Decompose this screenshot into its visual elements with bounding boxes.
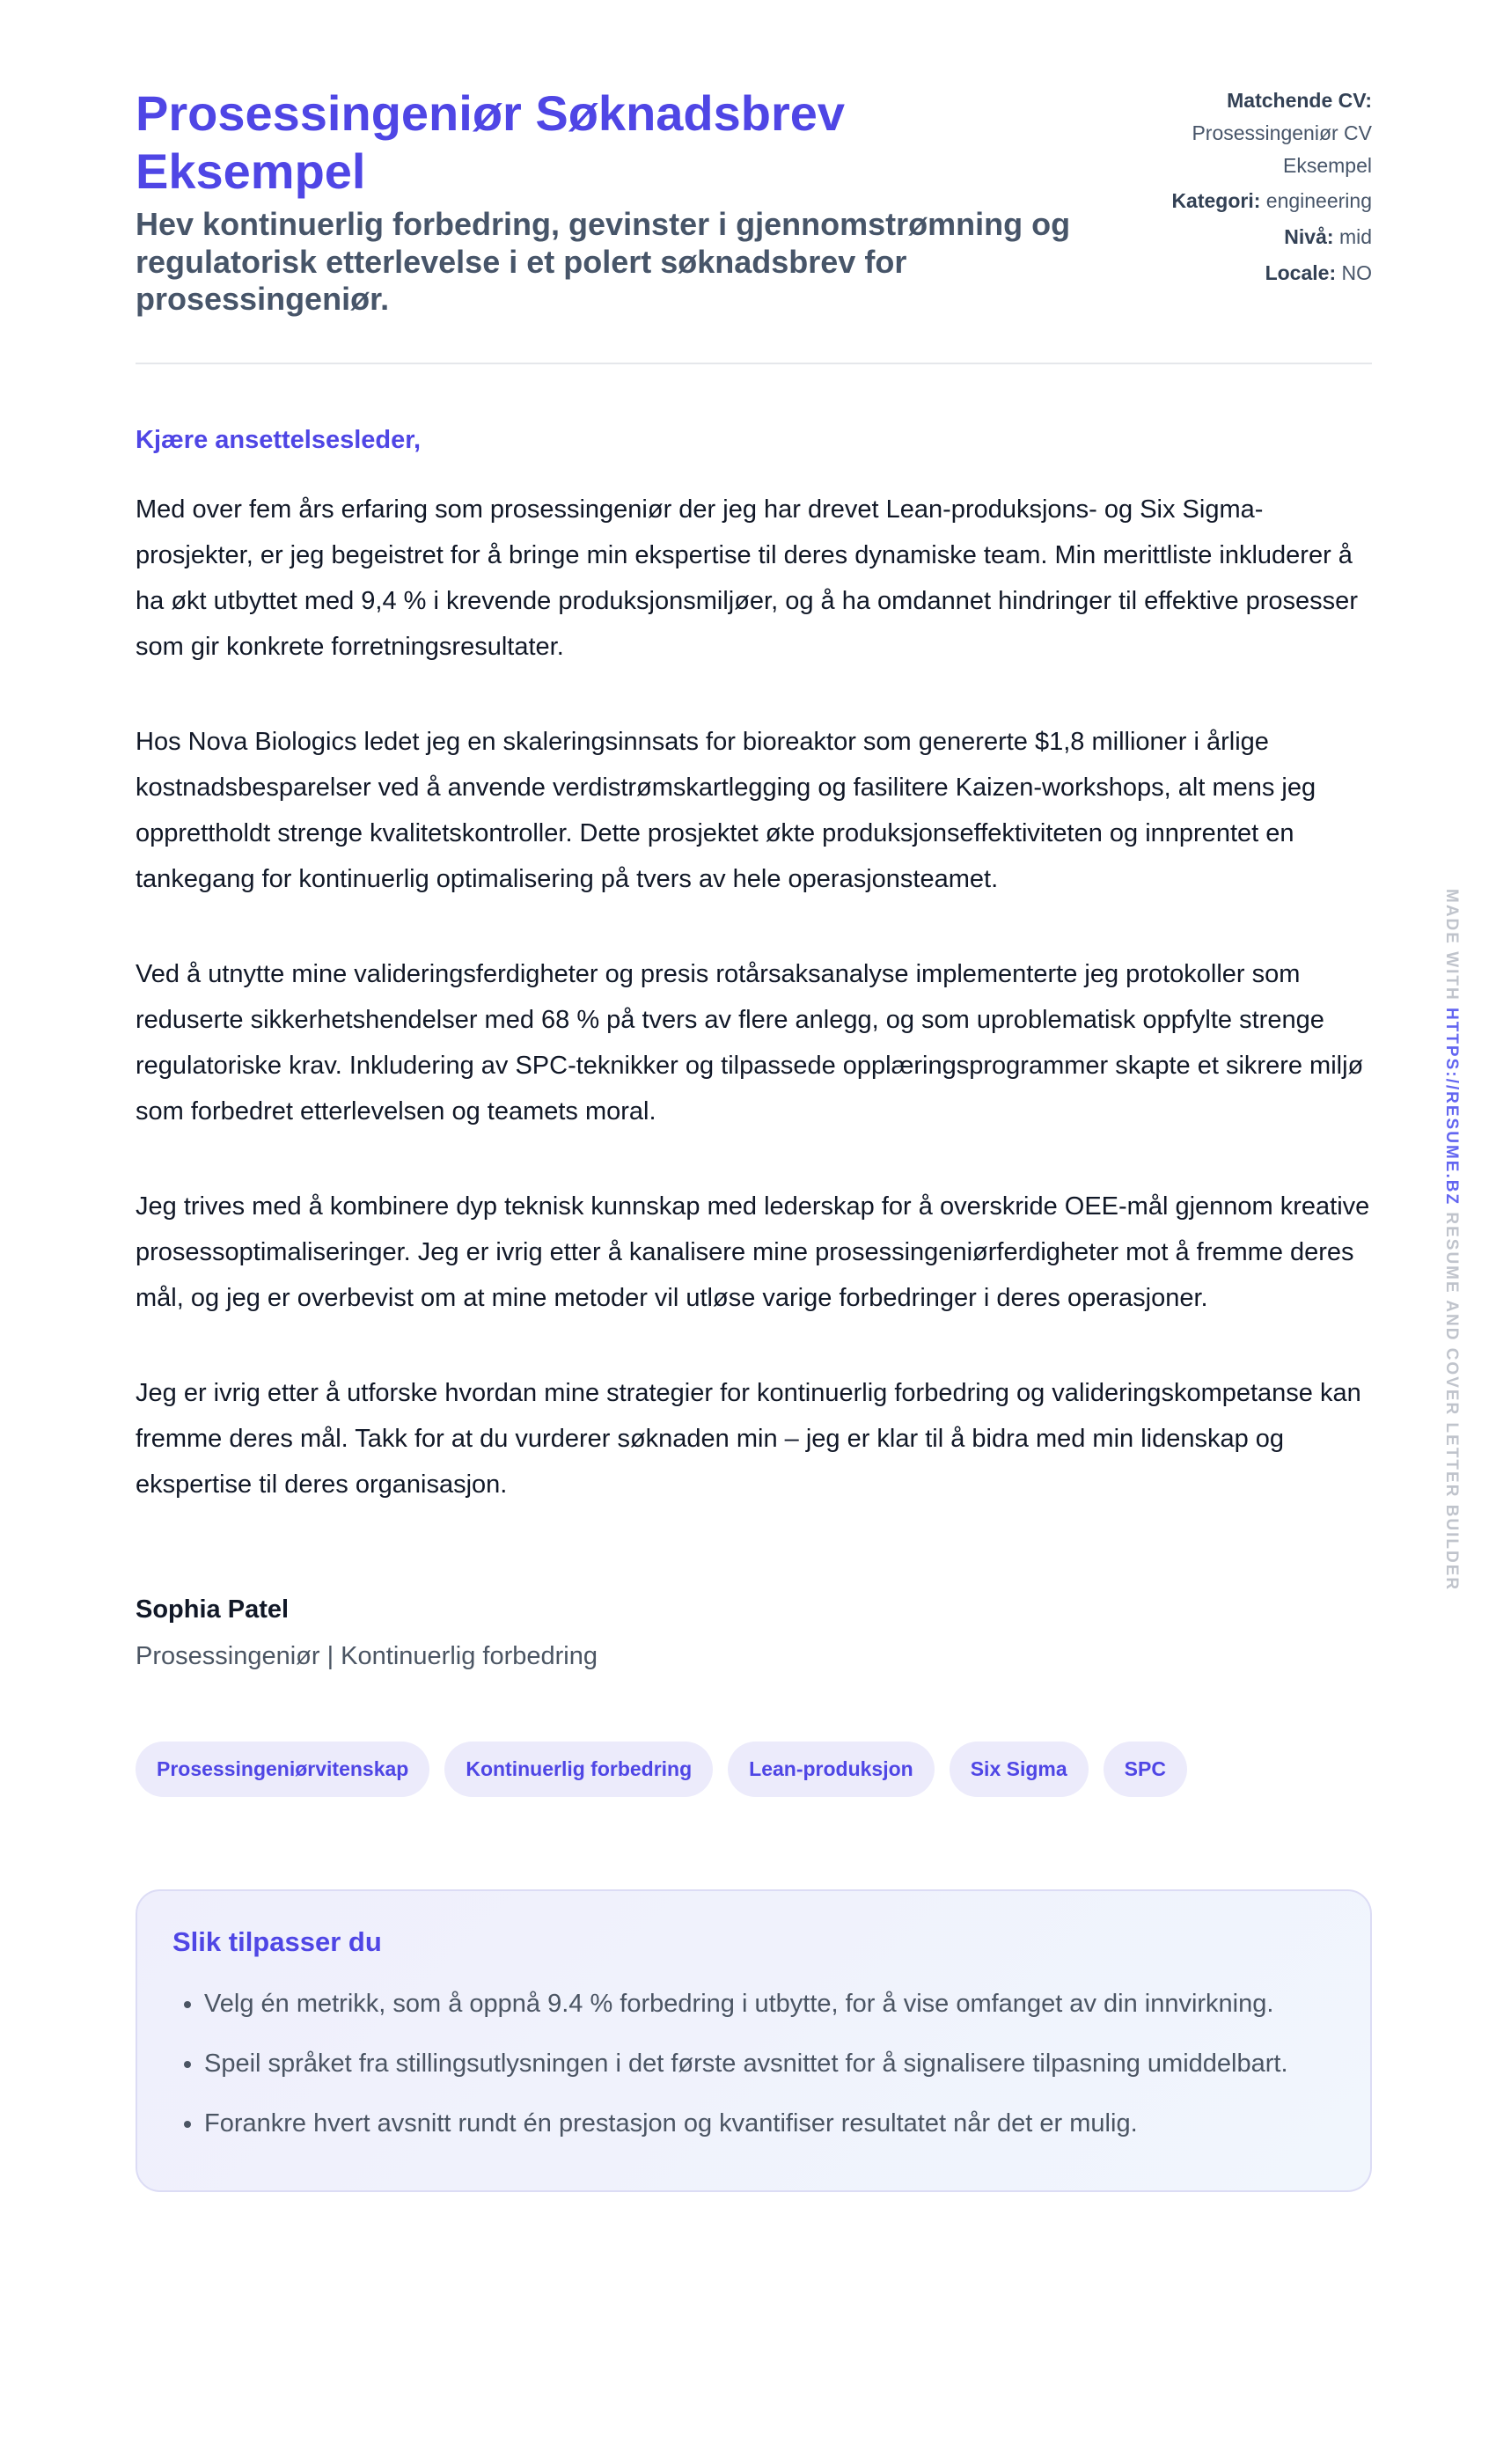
letter-paragraph: Hos Nova Biologics ledet jeg en skaleringsinnsats for bioreaktor som genererte $1,8 millioner i årlige kostnadsbesparelser ved å anvende verdistrømskartlegging og fasilitere Kaizen-workshops, alt mens jeg opprettholdt strenge kvalitetskontroller. Dette prosjektet økte produksjonseffektiviteten og innprentet en tankegang for kontinuerlig optimalisering på tvers av hele operasjonsteamet. <box>136 727 1316 893</box>
cover-letter-page <box>136 0 1372 2192</box>
letter-paragraph: Med over fem års erfaring som prosessingeniør der jeg har drevet Lean-produksjons- og Six Sigma-prosjekter, er jeg begeistret for å bringe min ekspertise til deres dynamiske team. Min merittliste inkluderer å ha økt utbyttet med 9,4 % i krevende produksjonsmiljøer, og å ha omdannet hindringer til effektive prosesser som gir konkrete forretningsresultater. <box>136 495 1358 661</box>
locale-value: NO <box>1341 260 1372 284</box>
letter-paragraph: Ved å utnytte mine valideringsferdigheter og presis rotårsaksanalyse implementerte jeg protokoller som reduserte sikkerhetshendelser med 68 % på tvers av flere anlegg, og som uproblematisk oppfylte strenge regulatoriske krav. Inkludering av SPC-teknikker og tilpassede opplæringsprogrammer skapte et sikrere miljø som forbedret etterlevelsen og teamets moral. <box>136 959 1364 1126</box>
category-value: engineering <box>1265 189 1372 213</box>
page-title: Prosessingeniør Søknadsbrev Eksempel <box>136 85 846 200</box>
cv-link[interactable]: Prosessingeniør CV Eksempel <box>1192 121 1372 177</box>
level-label: Nivå: <box>1284 225 1334 249</box>
tag: SPC <box>1104 1742 1187 1797</box>
letter-paragraph: Jeg trives med å kombinere dyp teknisk kunnskap med lederskap for å overskride OEE-mål gjennom kreative prosessoptimaliseringer. Jeg er ivrig etter å kanalisere mine prosessingeniørferdigheter mot å fremme deres mål, og jeg er overbevist om at mine metoder vil utløse varige forbedringer i deres operasjoner. <box>136 1192 1370 1312</box>
tag: Lean-produksjon <box>728 1742 935 1797</box>
meta-panel <box>1121 84 1372 319</box>
category-label: Kategori: <box>1171 189 1261 213</box>
signature-title: Prosessingeniør | Kontinuerlig forbedring <box>136 1641 598 1670</box>
tag: Six Sigma <box>950 1742 1089 1797</box>
header <box>136 0 1372 364</box>
tip-item: • Speil språket fra stillingsutlysningen i det første avsnittet for å signalisere tilpasning umiddelbart. <box>204 2041 1335 2086</box>
tag-list <box>136 1742 1372 1797</box>
tag: Prosessingeniørvitenskap <box>136 1742 429 1797</box>
tips-list <box>172 1981 1335 2146</box>
cv-label: Matchende CV: <box>1227 89 1372 112</box>
watermark-prefix: MADE WITH <box>1442 889 1461 1001</box>
watermark-link[interactable]: HTTPS://RESUME.BZ <box>1442 1008 1461 1206</box>
letter-paragraph: Jeg er ivrig etter å utforske hvordan mine strategier for kontinuerlig forbedring og valideringskompetanse kan fremme deres mål. Takk for at du vurderer søknaden min – jeg er klar til å bidra med min lidenskap og ekspertise til deres organisasjon. <box>136 1378 1361 1499</box>
tips-heading: Slik tilpasser du <box>172 1925 382 1957</box>
level-value: mid <box>1338 225 1372 249</box>
watermark-suffix: RESUME AND COVER LETTER BUILDER <box>1442 1212 1461 1592</box>
tips-box <box>136 1889 1372 2192</box>
watermark <box>1441 889 1461 1591</box>
page-subtitle: Hev kontinuerlig forbedring, gevinster i gjennomstrømning og regulatorisk etterlevelse i et polert søknadsbrev for prosessingeniør. <box>136 206 1071 318</box>
tip-item: • Forankre hvert avsnitt rundt én prestasjon og kvantifiser resultatet når det er mulig. <box>204 2101 1335 2146</box>
tip-item: • Velg én metrikk, som å oppnå 9.4 % forbedring i utbytte, for å vise omfanget av din innvirkning. <box>204 1981 1335 2027</box>
tag: Kontinuerlig forbedring <box>444 1742 713 1797</box>
salutation: Kjære ansettelsesleder, <box>136 425 422 454</box>
signature-name: Sophia Patel <box>136 1595 290 1624</box>
locale-label: Locale: <box>1265 260 1337 284</box>
